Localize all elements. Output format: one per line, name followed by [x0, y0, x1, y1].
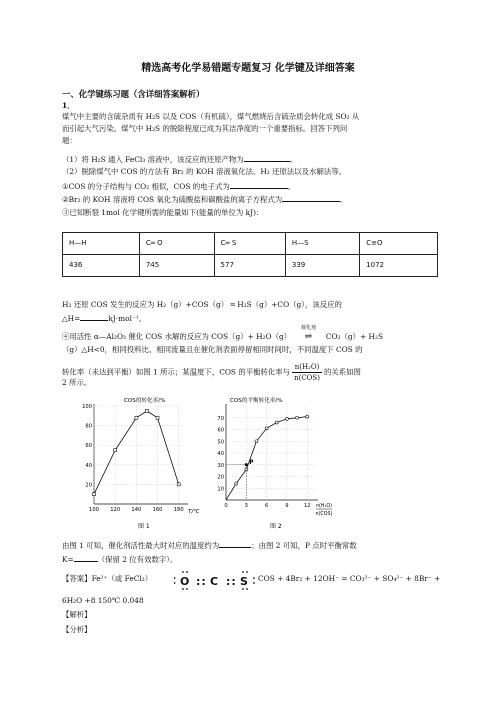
text-span: 由图 1 可知，催化剂活性最大时对应的温度约为	[62, 541, 220, 550]
text-line: 而引起大气污染。煤气中 H₂S 的脱除程度已成为其洁净度的一个重要指标。回答下列问	[62, 124, 348, 133]
x-tick-label: 100	[89, 507, 99, 513]
answer-blank[interactable]	[230, 181, 288, 189]
sub-question-1	[62, 181, 438, 193]
table-cell: H—S	[285, 233, 359, 255]
text-span: ④用活性 α—Al₂O₃ 催化 COS 水解的反应为 COS（g）+ H₂O（g）	[62, 332, 292, 341]
data-point	[296, 416, 299, 419]
text-line	[62, 554, 438, 566]
x-tick-label: 9	[285, 503, 289, 509]
chart-axes	[94, 404, 188, 504]
x-tick-label: 120	[110, 507, 121, 513]
answer-blank[interactable]	[74, 554, 98, 562]
table-row	[63, 255, 438, 277]
lewis-atom-c: C	[210, 575, 220, 588]
text-span: （1）将 H₂S 通入 FeCl₃ 溶液中，该反应的还原产物为	[62, 155, 244, 164]
section-heading: 一、化学键练习题（含详细答案解析）	[62, 89, 205, 99]
analysis-heading: 【解析】	[62, 610, 92, 619]
table-cell: 1072	[360, 255, 438, 277]
lewis-structure-diagram	[174, 569, 266, 591]
text-span: 。	[289, 155, 298, 164]
chart-series	[226, 415, 309, 500]
chart-title: COS的转化率/%	[124, 398, 166, 404]
x-axis-label-denominator: n(COS)	[315, 512, 333, 517]
text-span: K=	[62, 555, 74, 564]
question-number: 1．	[62, 101, 75, 110]
table-cell: C═ S	[214, 233, 285, 255]
data-point	[285, 417, 288, 420]
answer-line: COS + 4Br₂ + 12OH⁻ = CO₃²⁻ + SO₄²⁻ + 8Br⁻ +	[258, 574, 441, 583]
text-span: △H=	[62, 314, 81, 323]
page-title: 精选高考化学易错题专题复习 化学键及详细答案	[141, 63, 355, 74]
x-tick-label: 12	[303, 503, 311, 509]
bond-energy-table	[62, 232, 438, 277]
x-tick-label: 3	[244, 503, 248, 509]
text-span: 。	[287, 182, 296, 191]
x-tick-label: 6	[264, 503, 269, 509]
table-header-row	[63, 233, 438, 255]
chart-ticks	[82, 404, 184, 513]
lewis-atom-o: O	[180, 575, 191, 588]
y-tick-label: 30	[217, 462, 224, 469]
lewis-bond-left: ::	[196, 575, 207, 588]
question-part-1	[62, 154, 438, 166]
x-axis-label: T/℃	[188, 509, 200, 515]
figure-1-chart	[80, 392, 205, 532]
text-line	[62, 313, 438, 325]
lewis-structure	[174, 569, 266, 597]
y-tick-label: 40	[217, 451, 224, 457]
x-tick-label: 180	[173, 507, 184, 513]
data-point	[255, 440, 258, 443]
y-tick-label: 50	[217, 439, 224, 446]
answer-blank[interactable]	[219, 540, 251, 548]
chart-gridlines	[226, 406, 314, 500]
lewis-atom-s: S	[240, 575, 249, 588]
sub-question-3: ③已知断裂 1mol 化学键所需的能量如下(能量的单位为 kJ)：	[62, 208, 264, 217]
sub-question-2	[62, 194, 438, 206]
catalyst-label: 催化剂	[300, 325, 316, 331]
text-line	[62, 540, 438, 552]
text-line	[62, 325, 438, 344]
answer-blank[interactable]	[282, 194, 340, 202]
chart-gridlines	[94, 406, 184, 504]
x-tick-label: 140	[131, 507, 142, 513]
text-line: 煤气中主要的含硫杂质有 H₂S 以及 COS（有机硫），煤气燃烧后含硫杂质会转化成 SO₂ 从	[62, 112, 360, 121]
text-span: kJ·mol⁻¹。	[108, 314, 147, 323]
answer-blank[interactable]	[244, 154, 290, 162]
equilibrium-arrow	[293, 325, 323, 344]
fraction-numerator: n(H₂O)	[292, 362, 322, 373]
text-line: H₂ 还原 COS 发生的反应为 H₂（g）+COS（g） ═ H₂S（g）+CO（g），该反应的	[62, 300, 342, 309]
text-span: （保留 2 位有效数字）。	[97, 555, 178, 564]
data-point	[306, 415, 309, 418]
table-cell: 339	[285, 255, 359, 277]
data-point	[275, 421, 278, 424]
text-line: 题：	[62, 136, 77, 145]
data-point	[156, 416, 159, 419]
chart-ticks	[217, 416, 310, 509]
answer-line: 6H₂O +8 150℃ 0.048	[62, 596, 144, 605]
point-p-label: P	[249, 459, 254, 466]
text-span: ；由图 2 可知，P 点时平衡常数	[251, 541, 357, 550]
table-cell: H—H	[63, 233, 140, 255]
table-cell: 745	[139, 255, 214, 277]
text-span: CO₂（g）+ H₂S	[325, 332, 384, 341]
data-point	[93, 493, 96, 496]
fraction-denominator: n(COS)	[294, 374, 320, 383]
figure-2-chart	[210, 392, 340, 532]
y-tick-label: 80	[85, 423, 92, 430]
x-tick-label: 160	[152, 507, 163, 513]
y-tick-label: 10	[217, 486, 224, 493]
table-cell: C≡O	[360, 233, 438, 255]
y-tick-label: 40	[85, 462, 92, 469]
text-line: 2 所示。	[62, 378, 92, 387]
y-tick-label: 100	[82, 404, 92, 410]
text-span: 的关系如图	[323, 367, 361, 377]
text-span: ②Br₂ 的 KOH 溶液将 COS 氧化为硫酸盐和碳酸盐的离子方程式为	[62, 195, 283, 204]
data-point	[235, 482, 238, 485]
y-tick-label: 60	[217, 427, 224, 434]
text-span: 。	[340, 195, 348, 204]
lewis-bond-right: ::	[226, 575, 237, 588]
table-cell: C═ O	[139, 233, 214, 255]
text-span: 转化率（未达到平衡）如图 1 所示；某温度下，COS 的平衡转化率与	[62, 367, 291, 377]
equilibrium-arrow-icon: ⇌	[304, 332, 313, 342]
data-point	[135, 416, 138, 419]
text-line: （g）△H<0，相同投料比、相同流量且在催化剂表面停留相同时间时，不同温度下 COS 的	[62, 345, 363, 354]
table-cell: 436	[63, 255, 140, 277]
data-point	[177, 483, 180, 486]
y-tick-label: 60	[85, 443, 92, 450]
y-tick-label: 70	[217, 415, 224, 422]
data-point	[145, 409, 148, 412]
x-axis-label-numerator: n(H₂O)	[315, 504, 333, 509]
answer-blank[interactable]	[80, 313, 108, 321]
y-tick-label: 20	[85, 482, 92, 489]
data-point	[265, 427, 268, 430]
figure-caption: 图 1	[138, 523, 150, 530]
chart-title: COS的平衡转化率/%	[230, 398, 283, 404]
data-point	[114, 449, 117, 452]
analysis-subheading: 【分析】	[62, 625, 92, 634]
question-part-2: （2）脱除煤气中 COS 的方法有 Br₂ 的 KOH 溶液氧化法、H₂ 还原法以及水解法等。	[62, 167, 347, 176]
text-span: ①COS 的分子结构与 CO₂ 相似，COS 的电子式为	[62, 182, 230, 191]
point-p-marker	[245, 463, 248, 466]
answer-text: 【答案】Fe²⁺（或 FeCl₂）	[62, 574, 153, 583]
figure-caption: 图 2	[270, 523, 282, 530]
y-tick-label: 20	[217, 474, 224, 481]
table-cell: 577	[214, 255, 285, 277]
chart-axes	[226, 404, 318, 500]
x-tick-label: 0	[224, 503, 228, 509]
